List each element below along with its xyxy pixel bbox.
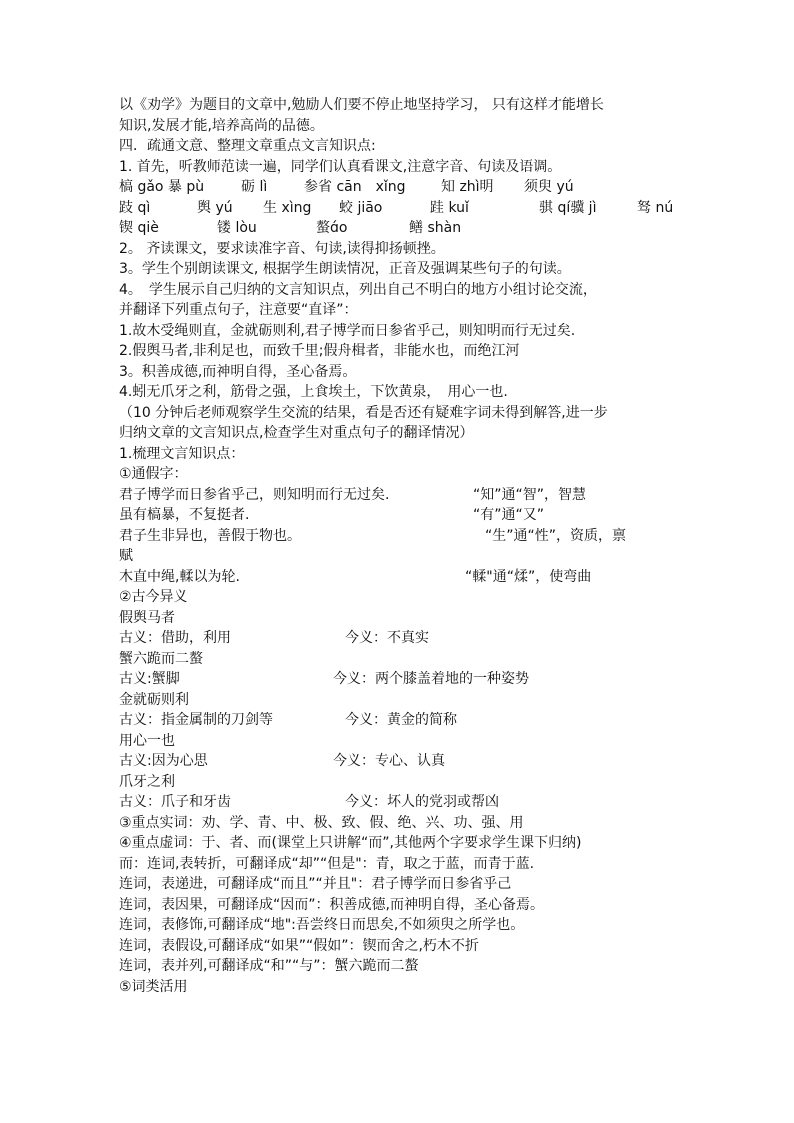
pronunciation-row-3 (119, 218, 679, 239)
pron-item: 骐 qí骥 jì (539, 199, 597, 216)
key-sentence-2: 2.假舆马者,非利足也，而致千里;假舟楫者，非能水也，而绝江河 (119, 343, 520, 359)
gujin-modern: 今义：两个膝盖着地的一种姿势 (333, 671, 529, 687)
tongjia-note: 赋 (119, 548, 133, 564)
pron-item: 槁 gǎo 暴 pù (119, 179, 205, 195)
gujin-meanings (119, 751, 679, 772)
intro-line-1: 以《劝学》为题目的文章中,勉励人们要不停止地坚持学习， 只有这样才能增长 (119, 97, 604, 113)
intro-line-2: 知识,发展才能,培养高尚的品德。 (119, 117, 324, 134)
gujin-word: 假舆马者 (119, 609, 175, 626)
tongjia-note: “生”通“性”，资质，禀 (485, 527, 627, 544)
gujin-meanings (119, 710, 679, 731)
cilei-title: ⑤词类活用 (119, 978, 188, 995)
tongjia-note: “知”通“智”，智慧 (473, 486, 587, 503)
pron-item: 驽 nú (637, 199, 674, 216)
key-sentence-1: 1.故木受绳则直，金就砺则利,君子博学而日参省乎己，则知明而行无过矣. (119, 322, 576, 339)
pron-item: 砺 lì (241, 179, 268, 195)
step1-text: 1. 首先，听教师范读一遍，同学们认真看课文,注意字音、句读及语调。 (119, 158, 562, 175)
gujin-ancient: 古义:蟹脚 (119, 671, 180, 687)
pronunciation-row-1 (119, 177, 679, 198)
pron-item: 须臾 yú (524, 179, 574, 195)
gujin-modern: 今义：专心、认真 (333, 753, 445, 769)
gujin-ancient: 古义:因为心思 (119, 753, 208, 769)
document-body (119, 95, 679, 997)
pron-item: 参省 cān xǐng (304, 179, 406, 195)
gujin-word: 用心一也 (119, 732, 175, 749)
gujin-ancient: 古义：借助，利用 (119, 630, 231, 646)
tongjia-row (119, 546, 679, 567)
step4-line-2: 并翻译下列重点句子，注意要“直译”： (119, 302, 358, 318)
shici-line: ③重点实词：劝、学、青、中、极、致、假、绝、兴、功、强、用 (119, 814, 524, 831)
tongjia-row (119, 567, 679, 588)
gujin-meanings (119, 628, 679, 649)
gujin-modern: 今义：黄金的简称 (345, 712, 457, 728)
gujin-ancient: 古义：指金属制的刀剑等 (119, 712, 273, 728)
teacher-note-line-1: （10 分钟后老师观察学生交流的结果，看是否还有疑难字词未得到解答,进一步 (119, 404, 608, 421)
tongjia-row (119, 505, 679, 526)
key-sentence-4: 4.蚓无爪牙之利，筋骨之强，上食埃土，下饮黄泉， 用心一也. (119, 384, 508, 400)
pron-item: 蛟 jiāo (339, 199, 383, 216)
tongjia-note: “有”通“又” (473, 507, 545, 523)
tongjia-row (119, 485, 679, 506)
gujin-modern: 今义：坏人的党羽或帮凶 (345, 794, 499, 810)
step3-text: 3。学生个别朗读课文, 根据学生朗读情况，正音及强调某些句子的句读。 (119, 261, 571, 277)
xuci-usage: 连词，表因果，可翻译成“因而”：积善成德,而神明自得，圣心备焉。 (119, 896, 544, 913)
pron-item: 跬 kuǐ (430, 199, 469, 216)
section4-heading: 四．疏通文意、整理文章重点文言知识点: (119, 138, 376, 154)
tongjia-row (119, 526, 679, 547)
xuci-usage: 连词，表递进，可翻译成“而且”“并且"：君子博学而日参省乎己 (119, 876, 512, 892)
pron-item: 生 xìng (263, 199, 312, 216)
gujin-title: ②古今异义 (119, 589, 188, 605)
step4-line-1: 4。 学生展示自己归纳的文言知识点，列出自己不明白的地方小组讨论交流， (119, 281, 597, 298)
gujin-meanings (119, 792, 679, 813)
pron-item: 螯ɑ́o (316, 220, 348, 236)
pron-item: 镂 lòu (217, 220, 257, 236)
pron-item: 鳝 shàn (409, 220, 462, 236)
tongjia-sentence: 虽有槁暴，不复挺者. (119, 507, 250, 523)
tongjia-note: “輮"通“煣”，使弯曲 (465, 568, 592, 585)
xuci-title: ④重点虚词：于、者、而(课堂上只讲解“而”,其他两个字要求学生课下归纳) (119, 835, 582, 851)
xuci-usage: 连词，表假设,可翻译成“如果”“假如”：锲而舍之,朽木不折 (119, 937, 479, 954)
tongjia-title: ①通假字： (119, 466, 188, 482)
tongjia-sentence: 君子生非异也，善假于物也。 (119, 527, 301, 544)
knowledge-heading: 1.梳理文言知识点： (119, 445, 245, 462)
xuci-usage: 而：连词,表转折，可翻译成“却”“但是"：青，取之于蓝，而青于蓝. (119, 855, 535, 872)
pron-item: 跂 qì (119, 199, 151, 216)
gujin-word: 爪牙之利 (119, 773, 175, 790)
gujin-ancient: 古义：爪子和牙齿 (119, 794, 231, 810)
tongjia-sentence: 木直中绳,輮以为轮. (119, 568, 240, 585)
pron-item: 舆 yú (197, 199, 233, 216)
teacher-note-line-2: 归纳文章的文言知识点,检查学生对重点句子的翻译情况） (119, 425, 474, 441)
tongjia-sentence: 君子博学而日参省乎己，则知明而行无过矣. (119, 486, 390, 503)
gujin-word: 金就砺则利 (119, 691, 189, 708)
gujin-word: 蟹六跪而二螯 (119, 650, 203, 667)
gujin-meanings (119, 669, 679, 690)
xuci-usage: 连词，表修饰,可翻译成“地":吾尝终日而思矣,不如须臾之所学也。 (119, 917, 525, 933)
pron-item: 知 zhì明 (441, 179, 494, 195)
pronunciation-row-2 (119, 198, 679, 219)
pron-item: 锲 qiè (119, 220, 159, 236)
key-sentence-3: 3。积善成德,而神明自得，圣心备焉。 (119, 363, 357, 380)
gujin-modern: 今义：不真实 (345, 630, 429, 646)
xuci-usage: 连词，表并列,可翻译成“和”“与”：蟹六跪而二螯 (119, 958, 419, 974)
step2-text: 2。 齐读课文，要求读准字音、句读,读得抑扬顿挫。 (119, 240, 445, 257)
